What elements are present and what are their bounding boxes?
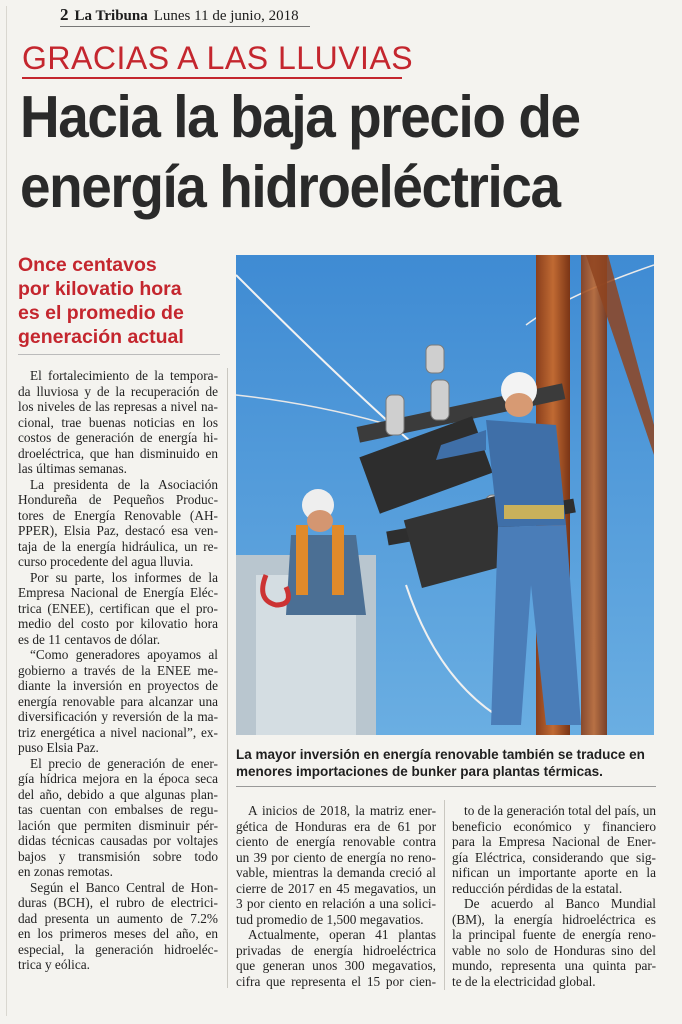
article-line: trica y eólica. <box>18 957 90 972</box>
article-line: La presidenta de la Asociación <box>30 476 218 492</box>
article-line: en los primeros meses del año, en <box>18 926 218 941</box>
newspaper-name: La Tribuna <box>74 8 148 24</box>
article-line: ciento de energía renovable contra <box>236 834 436 849</box>
column-divider <box>227 368 228 988</box>
subhead-line: es el promedio de <box>18 302 184 324</box>
article-line: gética de Honduras era de 61 por <box>236 818 436 834</box>
kicker: GRACIAS A LAS LLUVIAS <box>22 40 414 76</box>
article-line: A inicios de 2018, la matriz ener- <box>248 803 436 818</box>
photo-caption <box>236 746 656 780</box>
article-line: El fortalecimiento de la tempora- <box>30 368 218 383</box>
subhead-rule <box>18 354 220 355</box>
article-column-1 <box>18 368 218 973</box>
publication-date: Lunes 11 de junio, 2018 <box>153 8 299 24</box>
article-line: te de la electricidad global. <box>452 973 596 989</box>
article-line: mundo, representa una quinta par- <box>452 958 656 973</box>
subhead <box>18 253 218 349</box>
article-line: nifican un importante aporte en la <box>452 865 656 880</box>
article-line: triz energética a nivel nacional”, ex- <box>18 724 218 740</box>
article-line: curso procedente del agua lluvia. <box>18 554 194 569</box>
article-line: cifra que representa el 15 por cien- <box>236 973 436 989</box>
article-line: privadas de energía hidroeléctrica <box>236 942 436 958</box>
subhead-line: Once centavos <box>18 254 157 276</box>
article-line: lación que permiten disminuir pér- <box>18 817 218 833</box>
page-number: 2 <box>60 5 69 24</box>
article-line: las últimas semanas. <box>18 461 127 476</box>
article-line: especial, la generación hidroeléc- <box>18 941 218 957</box>
article-line: diversificación y reversión de la ma- <box>18 709 218 724</box>
article-line: De acuerdo al Banco Mundial <box>464 896 656 911</box>
headline-line: Hacia la baja precio de <box>20 84 580 150</box>
article-line: trica (ENEE), certifican que el pro- <box>18 600 218 616</box>
article-line: 3 por ciento en relación a una solici- <box>236 896 436 911</box>
article-line: gobierno a través de la ENEE me- <box>18 662 218 678</box>
article-line: da lluviosa y de la recuperación de <box>18 383 218 399</box>
lineman-on-utility-pole-photo <box>236 255 654 735</box>
article-line: Actualmente, operan 41 plantas <box>248 927 436 942</box>
article-line: Hondureña de Pequeños Produc- <box>18 492 218 507</box>
folio-rule <box>60 26 310 27</box>
article-line: vable no solo de Honduras sino del <box>452 942 656 958</box>
article-line: El precio de generación de ener- <box>30 755 218 771</box>
subhead-line: por kilovatio hora <box>18 278 182 300</box>
article-line: reducción pérdidas de la estatal. <box>452 880 623 896</box>
article-line: medio del costo por kilovatio hora <box>18 616 218 631</box>
headline-line: energía hidroeléctrica <box>20 154 560 220</box>
article-line: cional, trae buenas noticias en los <box>18 414 218 430</box>
article-column-3 <box>452 803 656 989</box>
article-line: “Como generadores apoyamos al <box>30 647 218 662</box>
article-line: tas cuentan con embalses de regu- <box>18 802 218 817</box>
article-line: cierre de 2017 en 45 megavatios, un <box>236 880 436 896</box>
article-line: dad presenta un aumento de 7.2% <box>18 910 218 926</box>
article-line: vable, mientras la demanda creció al <box>236 865 436 880</box>
article-line: didas técnicas causadas por voltajes <box>18 833 218 848</box>
caption-line: menores importaciones de bunker para plantas térmicas. <box>236 764 603 779</box>
headline <box>20 82 670 222</box>
article-line: tores de Energía Renovable (AH- <box>18 507 218 523</box>
article-line: duras (BCH), el rubro de electrici- <box>18 895 218 910</box>
photo-illustration <box>236 255 654 735</box>
article-column-2 <box>236 803 436 989</box>
article-line: para la Empresa Nacional de Ener- <box>452 834 656 849</box>
article-line: gía hídrica mejora en la época seca <box>18 771 218 786</box>
article-line: es de 11 centavos de dólar. <box>18 631 161 647</box>
kicker-rule <box>22 77 402 79</box>
caption-line: La mayor inversión en energía renovable también se traduce en <box>236 747 645 762</box>
article-line: diante la inversión en proyectos de <box>18 678 218 693</box>
article-line: droeléctrica, que han disminuido en <box>18 445 218 461</box>
article-line: PPER), Elsia Paz, destacó esa ven- <box>18 523 218 538</box>
article-line: costos de generación de energía hi- <box>18 430 218 445</box>
article-line: la principal fuente de energía reno- <box>452 927 656 942</box>
page-folio <box>60 5 310 25</box>
article-line: del año, debido a que algunas plan- <box>18 786 218 802</box>
article-line: bajos y transmisión sobre todo <box>18 848 218 864</box>
article-line: tud promedio de 1,500 megavatios. <box>236 911 424 927</box>
article-line: Por su parte, los informes de la <box>30 569 218 585</box>
article-line: energía renovable para alcanzar una <box>18 693 218 709</box>
article-line: puso Elsia Paz. <box>18 740 99 755</box>
article-line: en zonas remotas. <box>18 864 113 879</box>
caption-rule <box>236 786 656 787</box>
article-line: gía Eléctrica, considerando que sig- <box>452 849 656 865</box>
article-line: Según el Banco Central de Hon- <box>30 879 218 895</box>
subhead-line: generación actual <box>18 326 184 348</box>
column-divider <box>444 800 445 990</box>
article-line: Empresa Nacional de Energía Eléc- <box>18 585 218 600</box>
article-line: to de la generación total del país, un <box>464 803 656 818</box>
article-line: (BM), la energía hidroeléctrica es <box>452 911 656 927</box>
article-line: beneficio económico y financiero <box>452 818 656 834</box>
article-line: que generan unos 300 megavatios, <box>236 958 436 973</box>
article-line: los niveles de las represas a nivel na- <box>18 399 218 414</box>
article-line: taja de la energía hidráulica, un re- <box>18 538 218 554</box>
article-line: un 39 por ciento de energía no reno- <box>236 849 436 865</box>
